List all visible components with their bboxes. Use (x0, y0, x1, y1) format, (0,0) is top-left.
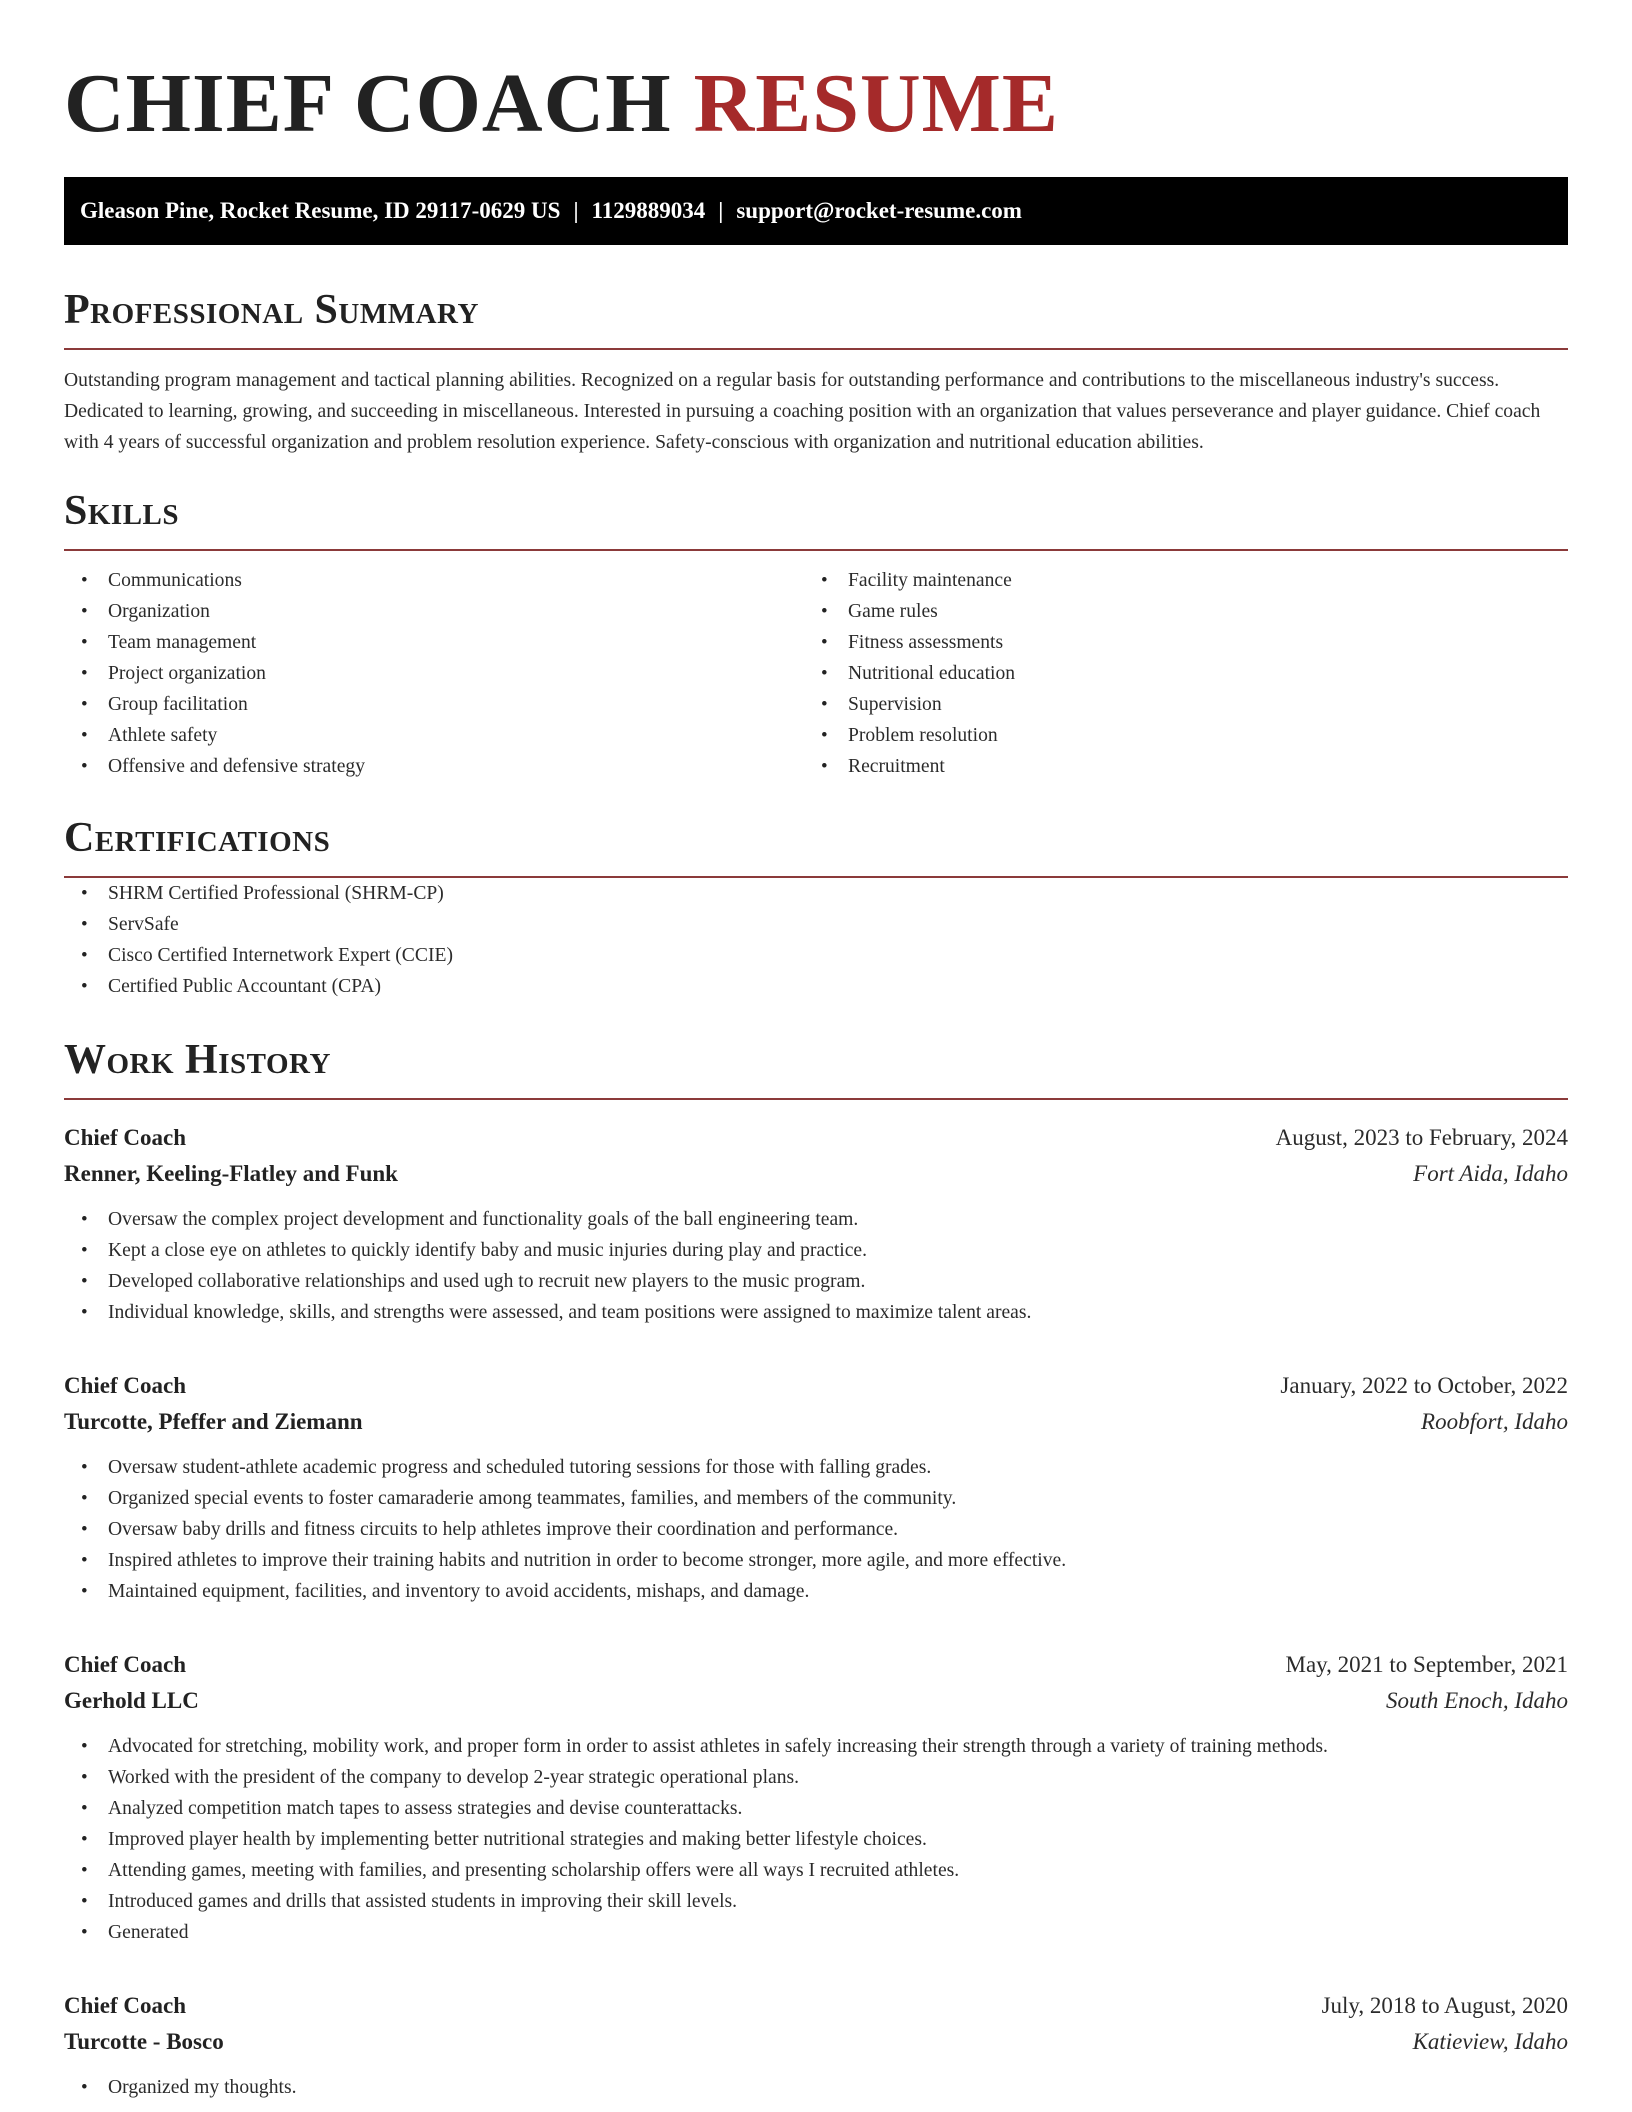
job-company: Turcotte, Pfeffer and Ziemann (64, 1409, 363, 1434)
job-header-row (64, 1988, 1568, 2024)
job-duty-item: • Inspired athletes to improve their training habits and nutrition in order to become stronger, more agile, and more effective. (64, 1545, 1568, 1576)
job-location: Katieview, Idaho (1412, 2029, 1568, 2054)
skill-item: • Recruitment (804, 751, 1544, 782)
job-company: Gerhold LLC (64, 1688, 199, 1713)
certification-item: • Certified Public Accountant (CPA) (64, 971, 1568, 1002)
job-duty-item: • Organized my thoughts. (64, 2072, 1568, 2103)
job-title: Chief Coach (64, 1125, 187, 1150)
section-heading-certifications: Certifications (64, 813, 1568, 878)
job-header-row (64, 1647, 1568, 1683)
job-duty-item: • Developed collaborative relationships and used ugh to recruit new players to the music program. (64, 1266, 1568, 1297)
skill-item: • Game rules (804, 596, 1544, 627)
skill-item: • Group facilitation (64, 689, 804, 720)
job-dates: August, 2023 to February, 2024 (1275, 1125, 1568, 1150)
job-duty-item: • Maintained equipment, facilities, and inventory to avoid accidents, mishaps, and damage. (64, 1576, 1568, 1607)
job-company-row (64, 1683, 1568, 1719)
skill-item: • Offensive and defensive strategy (64, 751, 804, 782)
job-entry (64, 1368, 1568, 1607)
job-duties-list (64, 2072, 1568, 2103)
job-header-row (64, 1120, 1568, 1156)
job-title: Chief Coach (64, 1373, 187, 1398)
job-duty-item: • Individual knowledge, skills, and strengths were assessed, and team positions were assigned to maximize talent areas. (64, 1297, 1568, 1328)
skills-list-left (64, 565, 804, 782)
certification-item: • Cisco Certified Internetwork Expert (CCIE) (64, 940, 1568, 971)
section-heading-work-history: Work History (64, 1035, 1568, 1100)
skill-item: • Communications (64, 565, 804, 596)
job-duty-item: • Worked with the president of the company to develop 2-year strategic operational plans. (64, 1762, 1568, 1793)
job-dates: July, 2018 to August, 2020 (1321, 1993, 1568, 2018)
job-header-row (64, 1368, 1568, 1404)
job-duty-item: • Oversaw student-athlete academic progress and scheduled tutoring sessions for those with falling grades. (64, 1452, 1568, 1483)
job-duty-item: • Attending games, meeting with families, and presenting scholarship offers were all ways I recruited athletes. (64, 1855, 1568, 1886)
job-duties-list (64, 1731, 1568, 1948)
job-entry (64, 1647, 1568, 1948)
job-duty-item: • Oversaw the complex project development and functionality goals of the ball engineering team. (64, 1204, 1568, 1235)
section-heading-summary: Professional Summary (64, 285, 1568, 350)
contact-email[interactable]: support@rocket-resume.com (736, 198, 1022, 223)
job-location: Fort Aida, Idaho (1413, 1161, 1568, 1186)
skill-item: • Project organization (64, 658, 804, 689)
skills-section (64, 486, 1568, 782)
skill-item: • Problem resolution (804, 720, 1544, 751)
job-entry (64, 1120, 1568, 1328)
contact-bar (64, 177, 1568, 245)
contact-phone: 1129889034 (591, 198, 706, 223)
job-duties-list (64, 1452, 1568, 1607)
job-dates: May, 2021 to September, 2021 (1285, 1652, 1568, 1677)
job-duty-item: • Introduced games and drills that assisted students in improving their skill levels. (64, 1886, 1568, 1917)
certification-item: • SHRM Certified Professional (SHRM-CP) (64, 878, 1568, 909)
certifications-section (64, 813, 1568, 1002)
skill-item: • Athlete safety (64, 720, 804, 751)
title-accent: RESUME (693, 57, 1059, 150)
job-location: Roobfort, Idaho (1421, 1409, 1568, 1434)
skill-item: • Nutritional education (804, 658, 1544, 689)
job-duty-item: • Organized special events to foster camaraderie among teammates, families, and members of the community. (64, 1483, 1568, 1514)
skills-list-right (804, 565, 1544, 782)
job-duty-item: • Improved player health by implementing better nutritional strategies and making better lifestyle choices. (64, 1824, 1568, 1855)
summary-text: Outstanding program management and tactical planning abilities. Recognized on a regular basis for outstanding performance and contributions to the miscellaneous industry's success. Dedicated to learning, growing, and succeeding in miscellaneous. Interested in pursuing a coaching position with an organization that values perseverance and player guidance. Chief coach with 4 years of successful organization and problem resolution experience. Safety-conscious with organization and nutritional education abilities. (64, 370, 1541, 453)
job-company: Renner, Keeling-Flatley and Funk (64, 1161, 398, 1186)
job-company-row (64, 1404, 1568, 1440)
title-main: CHIEF COACH (64, 57, 672, 150)
professional-summary-section (64, 285, 1568, 458)
skill-item: • Fitness assessments (804, 627, 1544, 658)
skill-item: • Organization (64, 596, 804, 627)
job-duty-item: • Kept a close eye on athletes to quickly identify baby and music injuries during play and practice. (64, 1235, 1568, 1266)
job-duties-list (64, 1204, 1568, 1328)
resume-title (64, 0, 1568, 150)
section-heading-skills: Skills (64, 486, 1568, 551)
job-duty-item: • Generated (64, 1917, 1568, 1948)
certifications-list (64, 878, 1568, 1002)
contact-address: Gleason Pine, Rocket Resume, ID 29117-0629 US (80, 198, 561, 223)
work-history-section (64, 1035, 1568, 2103)
job-duty-item: • Analyzed competition match tapes to assess strategies and devise counterattacks. (64, 1793, 1568, 1824)
job-entry (64, 1988, 1568, 2103)
skills-grid (64, 565, 1568, 782)
job-title: Chief Coach (64, 1993, 187, 2018)
skill-item: • Team management (64, 627, 804, 658)
job-company-row (64, 1156, 1568, 1192)
skill-item: • Supervision (804, 689, 1544, 720)
contact-separator: | (718, 198, 724, 223)
job-company-row (64, 2024, 1568, 2060)
skill-item: • Facility maintenance (804, 565, 1544, 596)
job-dates: January, 2022 to October, 2022 (1280, 1373, 1568, 1398)
job-title: Chief Coach (64, 1652, 187, 1677)
job-duty-item: • Oversaw baby drills and fitness circuits to help athletes improve their coordination and performance. (64, 1514, 1568, 1545)
job-company: Turcotte - Bosco (64, 2029, 224, 2054)
job-location: South Enoch, Idaho (1385, 1688, 1568, 1713)
job-duty-item: • Advocated for stretching, mobility work, and proper form in order to assist athletes in safely increasing their strength through a variety of training methods. (64, 1731, 1568, 1762)
certification-item: • ServSafe (64, 909, 1568, 940)
contact-separator: | (573, 198, 579, 223)
